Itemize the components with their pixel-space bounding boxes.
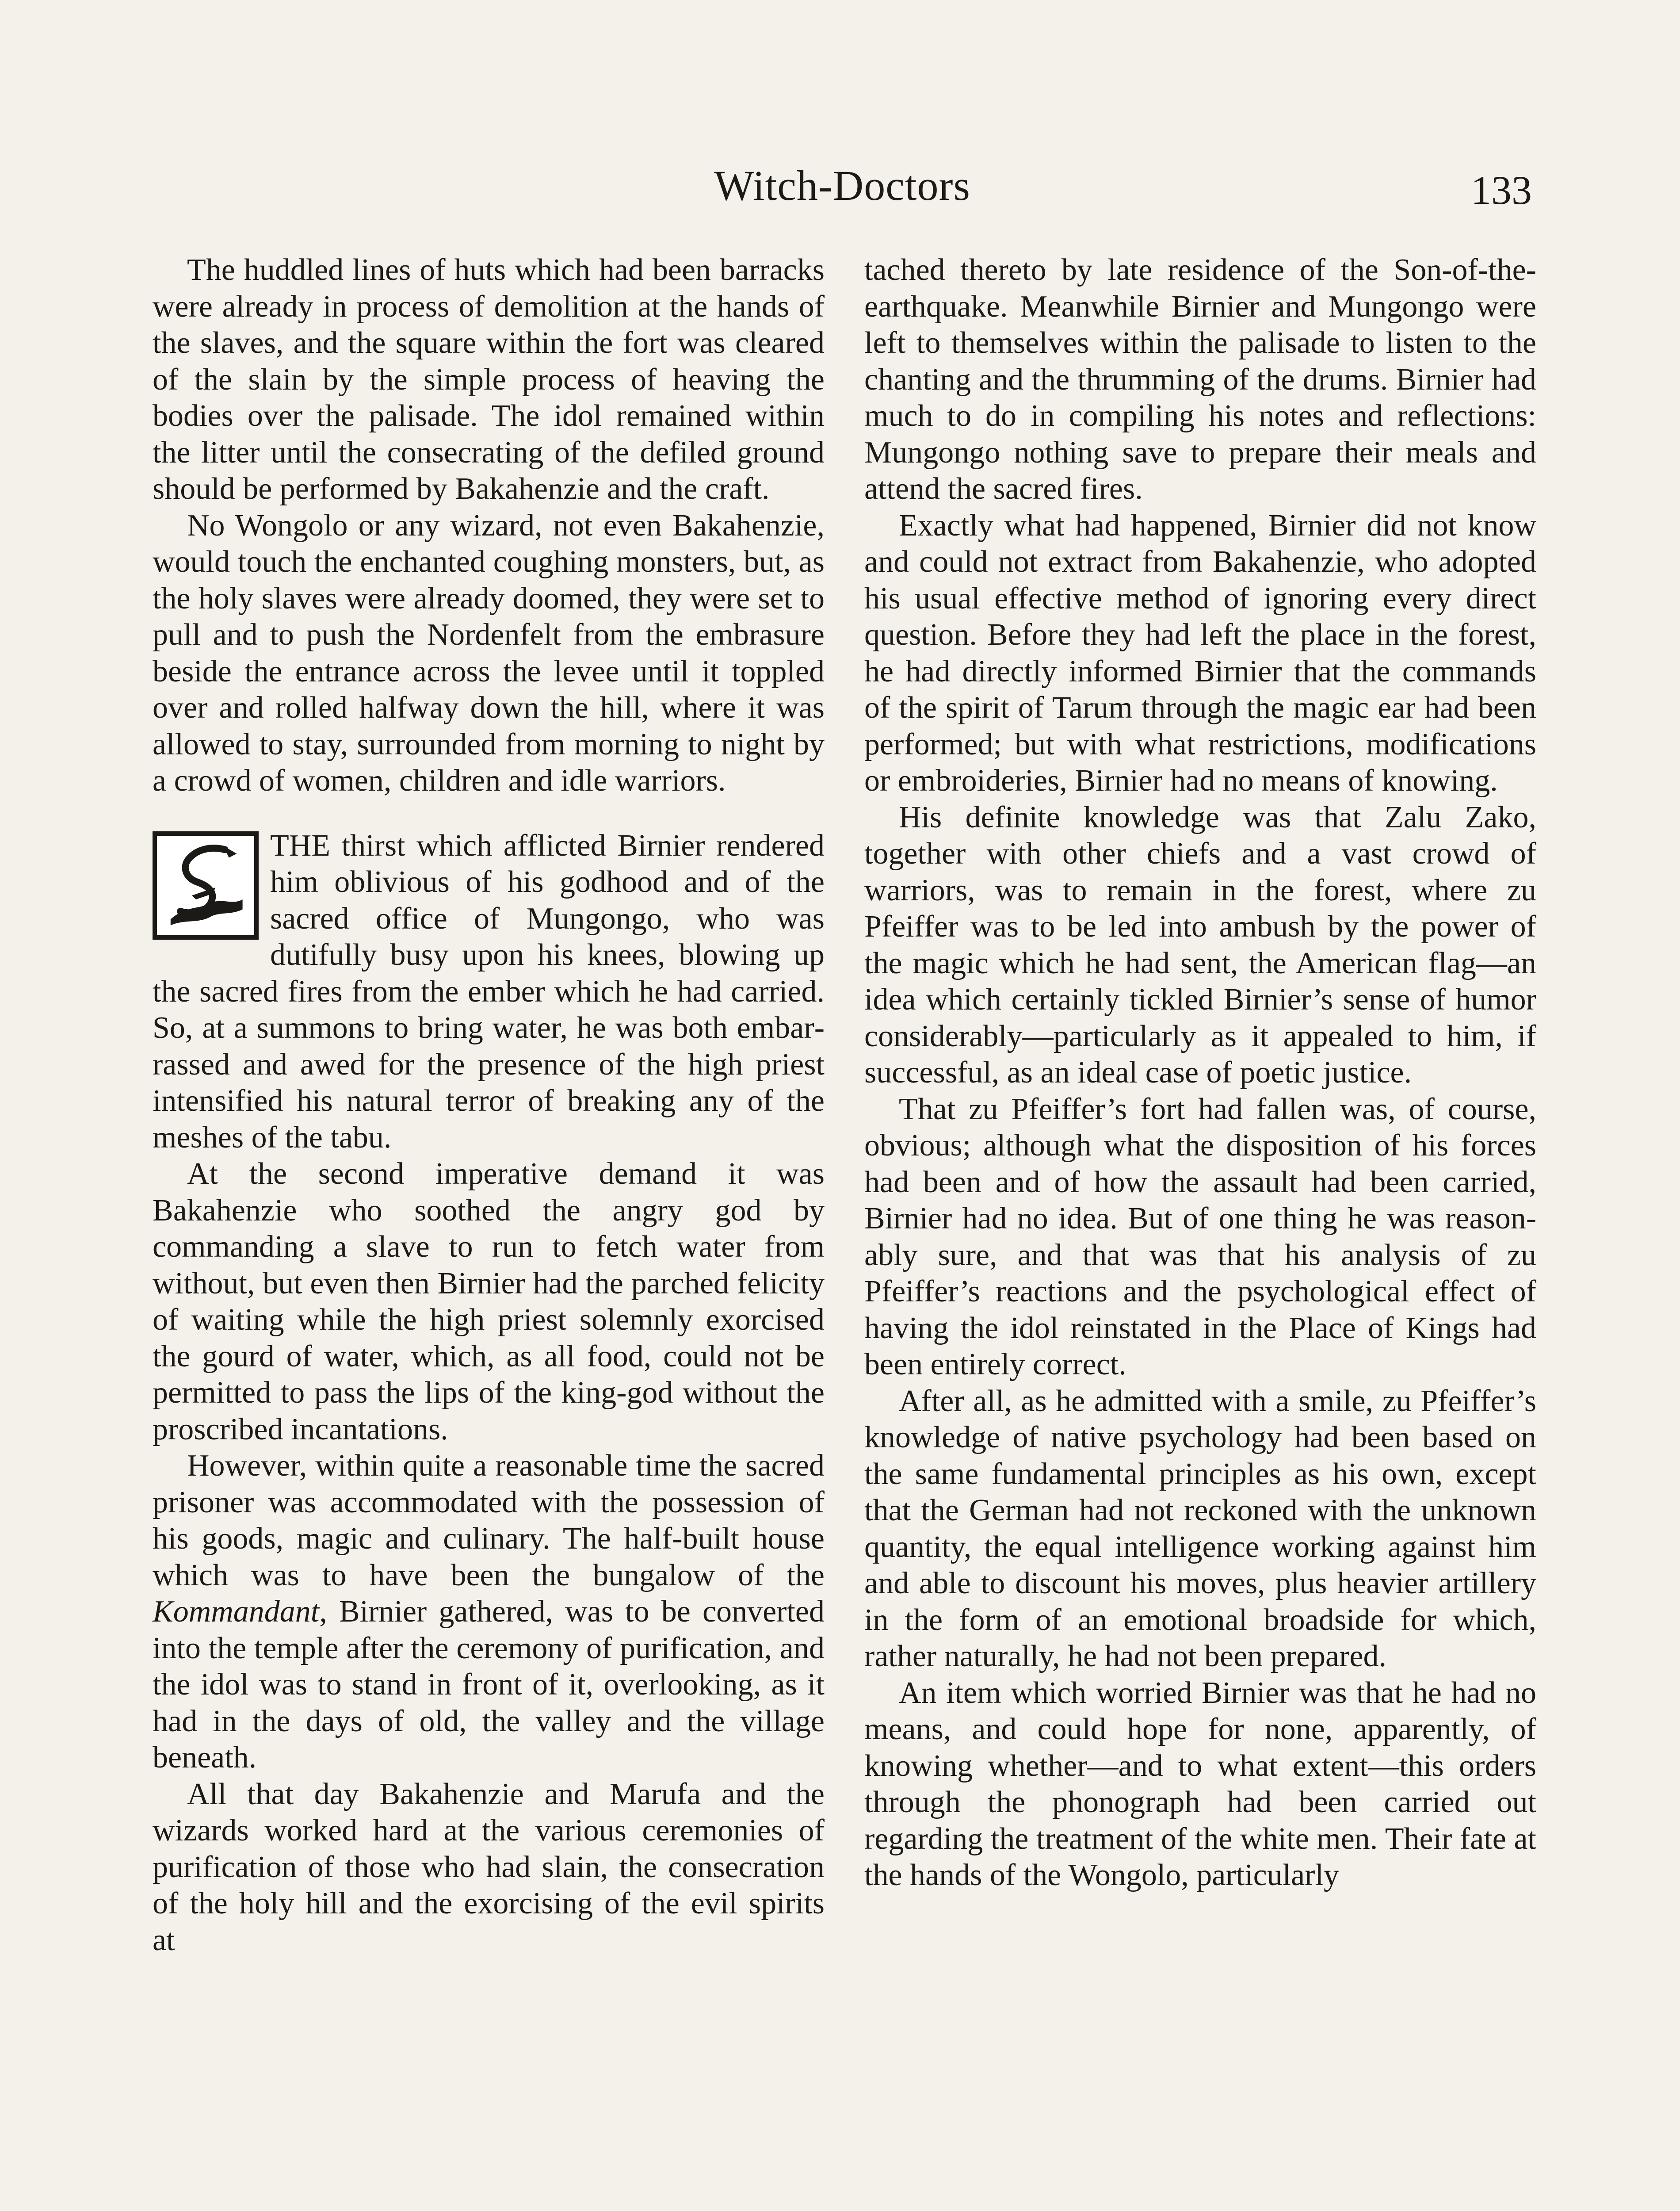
paragraph-kommandant — [153, 1448, 825, 1776]
paragraph-continuation: tached thereto by late residence of the Son-of-the-earthquake. Meanwhile Birnier and Mungongo were left to themselves within the palisade to listen to the chanting and the thrumming of the drums. Birnier had much to do in compiling his notes and reflections: Mungongo nothing save to prepare their meals and attend the sacred fires. — [864, 253, 1536, 506]
page-header — [153, 155, 1532, 217]
paragraph: All that day Bakahenzie and Marufa and the wizards worked hard at the various ceremonies of purification of those who had slain, the consecration of the holy hill and the exorcising of the evil spirits at — [153, 1777, 825, 1957]
page-number: 133 — [1471, 168, 1532, 213]
dropcap-paragraph-text: thirst which afflicted Birnier rendered him oblivious of his godhood and of the sacred office of Mungongo, who was dutifully busy upon his knees, blowing up the sacred fires from the ember which he had carried. So, at a summons to bring water, he was both embarrassed and awed for the presence of the high priest intensified his natural terror of breaking any of the meshes of the tabu. — [153, 828, 825, 1155]
dropcap-paragraph — [153, 828, 825, 1156]
paragraph: At the second imperative demand it was Bakahenzie who soothed the angry god by commanding a slave to run to fetch water from without, but even then Birnier had the parched felicity of waiting while the high priest solemnly exorcised the gourd of water, which, as all food, could not be permitted to pass the lips of the king-god without the proscribed incantations. — [153, 1157, 825, 1446]
paragraph: An item which worried Birnier was that he had no means, and could hope for none, apparently, of knowing whether—and to what extent—this orders through the phonograph had been carried out regarding the treatment of the white men. Their fate at the hands of the Wongolo, particularly — [864, 1675, 1536, 1892]
left-column — [153, 252, 825, 1959]
running-title: Witch-Doctors — [714, 162, 970, 209]
paragraph: That zu Pfeiffer’s fort had fallen was, of course, obvious; although what the disposition of his forces had been and of how the assault had been carried, Birnier had no idea. But of one thing he was reasonably sure, and that was that his analysis of zu Pfeiffer’s reactions and the psychological effect of having the idol reinstated in the Place of Kings had been entirely correct. — [864, 1092, 1536, 1381]
paragraph-text: However, within quite a reasonable time the sacred prisoner was accommodated with the possession of his goods, magic and culinary. The half-built house which was to have been the bungalow of the — [153, 1449, 825, 1592]
decorative-initial-icon — [153, 831, 259, 940]
right-column — [864, 252, 1536, 1894]
paragraph: Exactly what had happened, Birnier did not know and could not extract from Bakahenzie, who adopted his usual effective method of ignoring every direct question. Before they had left the place in the forest, he had directly informed Birnier that the commands of the spirit of Tarum through the magic ear had been performed; but with what restrictions, modifications or embroideries, Birnier had no means of knowing. — [864, 508, 1536, 798]
dropcap-word: THE — [270, 828, 331, 863]
paragraph: The huddled lines of huts which had been barracks were already in process of demolition at the hands of the slaves, and the square within the fort was cleared of the slain by the simple process of heaving the bodies over the palisade. The idol remained within the litter until the consecrating of the defiled ground should be performed by Bakahenzie and the craft. — [153, 253, 825, 506]
paragraph-text: , Birnier gathered, was to be converted into the temple after the ceremony of purification, and the idol was to stand in front of it, overlooking, as it had in the days of old, the valley and the village beneath. — [153, 1595, 825, 1775]
italic-word: Kommandant — [153, 1595, 320, 1629]
paragraph: His definite knowledge was that Zalu Zako, together with other chiefs and a vast crowd of warriors, was to remain in the forest, where zu Pfeiffer was to be led into ambush by the power of the magic which he had sent, the American flag—an idea which certainly tickled Birnier’s sense of humor considerably—particularly as it appealed to him, if successful, as an ideal case of poetic justice. — [864, 800, 1536, 1090]
paragraph: No Wongolo or any wizard, not even Bakahenzie, would touch the enchanted coughing monsters, but, as the holy slaves were already doomed, they were set to pull and to push the Nordenfelt from the embrasure beside the entrance across the levee until it toppled over and rolled halfway down the hill, where it was allowed to stay, surrounded from morning to night by a crowd of women, children and idle warriors. — [153, 508, 825, 798]
paragraph: After all, as he admitted with a smile, zu Pfeiffer’s knowledge of native psychology had been based on the same fundamental principles as his own, except that the German had not reckoned with the unknown quantity, the equal intelligence working against him and able to discount his moves, plus heavier artillery in the form of an emotional broadside for which, rather naturally, he had not been prepared. — [864, 1384, 1536, 1673]
